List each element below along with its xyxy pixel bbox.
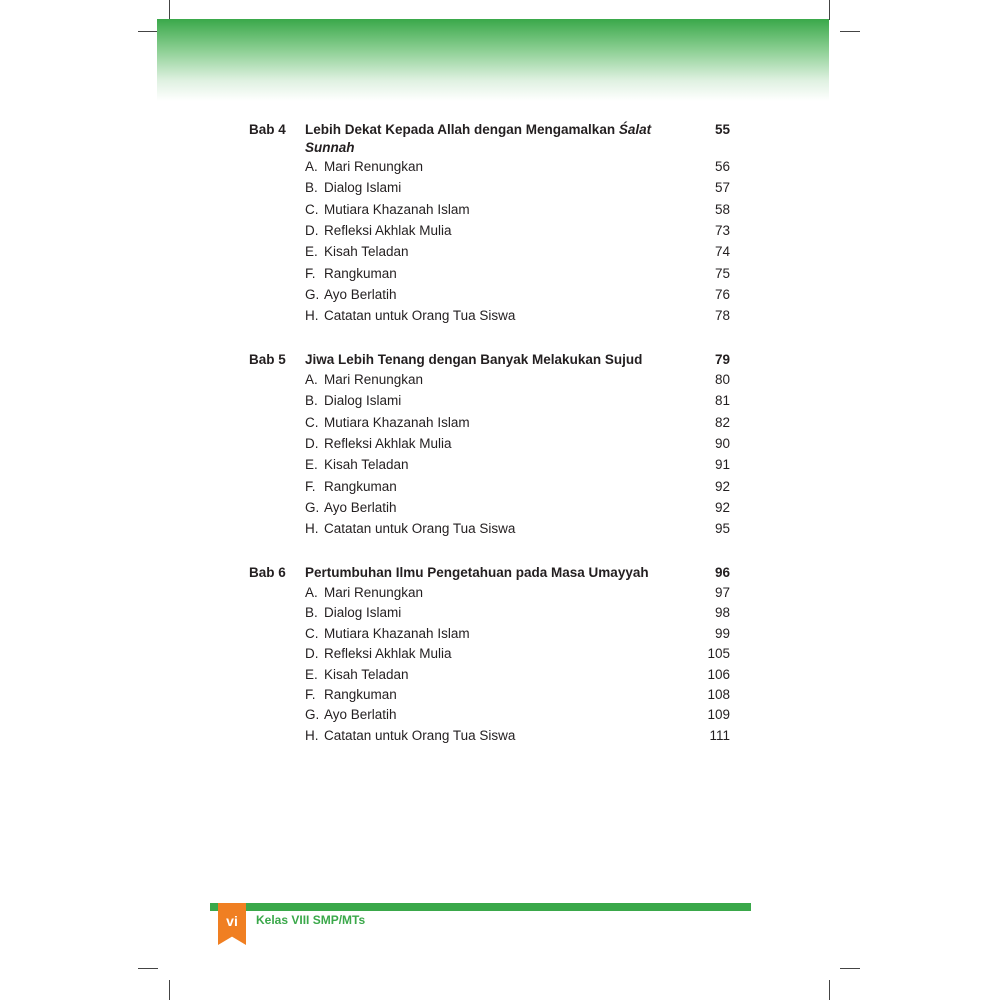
chapter-title-text: Jiwa Lebih Tenang dengan Banyak Melakukan Sujud	[305, 352, 643, 367]
toc-item	[0, 498, 1000, 518]
toc-item-page-number: 74	[714, 244, 730, 260]
toc-item-letter: A.	[305, 585, 318, 600]
toc-item-label: Dialog Islami	[324, 605, 402, 621]
toc-item-page-number: 91	[714, 457, 730, 473]
toc-item	[0, 370, 1000, 390]
toc-item-label: Dialog Islami	[324, 393, 402, 409]
toc-item	[0, 685, 1000, 705]
toc-item-label: Mari Renungkan	[324, 372, 424, 387]
toc-item-letter: C.	[305, 625, 319, 641]
toc-item-page-number: 92	[714, 478, 730, 494]
toc-item-page-number: 92	[714, 499, 730, 515]
toc-item-letter: D.	[305, 435, 319, 451]
toc-item	[0, 583, 1000, 603]
toc-item-label: Rangkuman	[324, 478, 397, 494]
chapter-title	[305, 121, 655, 157]
footer-bar	[210, 903, 751, 911]
toc-item	[0, 306, 1000, 326]
toc-item	[0, 157, 1000, 177]
toc-item-letter: G.	[305, 499, 320, 515]
toc-item	[0, 477, 1000, 497]
toc-item	[0, 391, 1000, 411]
toc-item-label: Mutiara Khazanah Islam	[324, 625, 470, 641]
toc-item-letter: D.	[305, 646, 319, 662]
footer-page-number: vi	[226, 913, 238, 929]
toc-item-page-number: 105	[707, 646, 730, 662]
toc-item	[0, 644, 1000, 664]
toc-item-label: Catatan untuk Orang Tua Siswa	[324, 727, 516, 743]
toc-item-letter: H.	[305, 521, 319, 537]
toc-item-page-number: 80	[714, 372, 730, 387]
toc-item-page-number: 90	[714, 435, 730, 451]
toc-item-label: Refleksi Akhlak Mulia	[324, 222, 452, 238]
toc-item	[0, 264, 1000, 284]
toc-item	[0, 603, 1000, 623]
toc-item-page-number: 106	[707, 666, 730, 682]
toc-item-letter: A.	[305, 159, 318, 174]
toc-item-page-number: 98	[714, 605, 730, 621]
toc-item-label: Ayo Berlatih	[324, 499, 397, 515]
toc-item	[0, 242, 1000, 262]
toc-item-page-number: 97	[714, 585, 730, 600]
toc-item-label: Kisah Teladan	[324, 666, 409, 682]
toc-item-page-number: 111	[709, 727, 730, 743]
toc-item	[0, 624, 1000, 644]
toc-item	[0, 221, 1000, 241]
chapter-title	[305, 351, 655, 369]
toc-item-letter: H.	[305, 308, 319, 324]
toc-item-page-number: 95	[714, 521, 730, 537]
toc-item-label: Dialog Islami	[324, 180, 402, 196]
toc-item	[0, 726, 1000, 746]
chapter-page-number: 79	[714, 352, 730, 367]
toc-item-letter: F.	[305, 687, 316, 702]
toc-item-page-number: 108	[707, 687, 730, 702]
toc-item	[0, 413, 1000, 433]
toc-item-letter: F.	[305, 265, 316, 281]
toc-item-label: Ayo Berlatih	[324, 707, 397, 723]
toc-item-letter: D.	[305, 222, 319, 238]
toc-item-page-number: 76	[714, 286, 730, 302]
toc-item	[0, 178, 1000, 198]
toc-item-letter: G.	[305, 286, 320, 302]
toc-item-label: Rangkuman	[324, 687, 397, 702]
toc-item-label: Refleksi Akhlak Mulia	[324, 646, 452, 662]
toc-item	[0, 455, 1000, 475]
toc-item-label: Kisah Teladan	[324, 457, 409, 473]
toc-item-label: Ayo Berlatih	[324, 286, 397, 302]
toc-item-letter: C.	[305, 414, 319, 430]
toc-item-label: Catatan untuk Orang Tua Siswa	[324, 521, 516, 537]
toc-item-page-number: 109	[707, 707, 730, 723]
chapter-title-text: Pertumbuhan Ilmu Pengetahuan pada Masa Umayyah	[305, 565, 649, 580]
toc-item-letter: C.	[305, 201, 319, 217]
toc-item-label: Catatan untuk Orang Tua Siswa	[324, 308, 516, 324]
toc-item-page-number: 99	[714, 625, 730, 641]
toc-item-page-number: 58	[714, 201, 730, 217]
toc-item-page-number: 56	[714, 159, 730, 174]
toc-item-letter: F.	[305, 478, 316, 494]
toc-item-label: Kisah Teladan	[324, 244, 409, 260]
toc-item-page-number: 57	[714, 180, 730, 196]
toc-item-letter: G.	[305, 707, 320, 723]
footer-book-title: Kelas VIII SMP/MTs	[256, 913, 366, 927]
chapter-number: Bab 6	[249, 565, 286, 580]
toc-item-label: Mari Renungkan	[324, 585, 424, 600]
toc-item	[0, 519, 1000, 539]
toc-item-letter: E.	[305, 457, 318, 473]
toc-item-letter: H.	[305, 727, 319, 743]
toc-item	[0, 434, 1000, 454]
toc-item-label: Rangkuman	[324, 265, 397, 281]
toc-item	[0, 285, 1000, 305]
toc-item-page-number: 82	[714, 414, 730, 430]
toc-item-letter: B.	[305, 180, 318, 196]
toc-item-letter: B.	[305, 605, 318, 621]
toc-item	[0, 200, 1000, 220]
toc-item-page-number: 81	[714, 393, 730, 409]
chapter-number: Bab 5	[249, 352, 286, 367]
toc-item	[0, 665, 1000, 685]
chapter-title	[305, 564, 655, 582]
toc-item-label: Mutiara Khazanah Islam	[324, 414, 470, 430]
chapter-title-text: Lebih Dekat Kepada Allah dengan Mengamalkan	[305, 122, 619, 137]
toc-item-letter: E.	[305, 244, 318, 260]
toc-item-page-number: 73	[714, 222, 730, 238]
toc-item-letter: E.	[305, 666, 318, 682]
toc-item-page-number: 75	[714, 265, 730, 281]
chapter-number: Bab 4	[249, 122, 286, 137]
toc-item	[0, 705, 1000, 725]
toc-item-label: Mari Renungkan	[324, 159, 424, 174]
chapter-page-number: 55	[714, 122, 730, 137]
toc-item-label: Mutiara Khazanah Islam	[324, 201, 470, 217]
chapter-page-number: 96	[714, 565, 730, 580]
toc-item-letter: A.	[305, 372, 318, 387]
toc-item-label: Refleksi Akhlak Mulia	[324, 435, 452, 451]
toc-item-letter: B.	[305, 393, 318, 409]
toc-item-page-number: 78	[714, 308, 730, 324]
chapter-title-italic: Śalat Sunnah	[305, 122, 652, 155]
